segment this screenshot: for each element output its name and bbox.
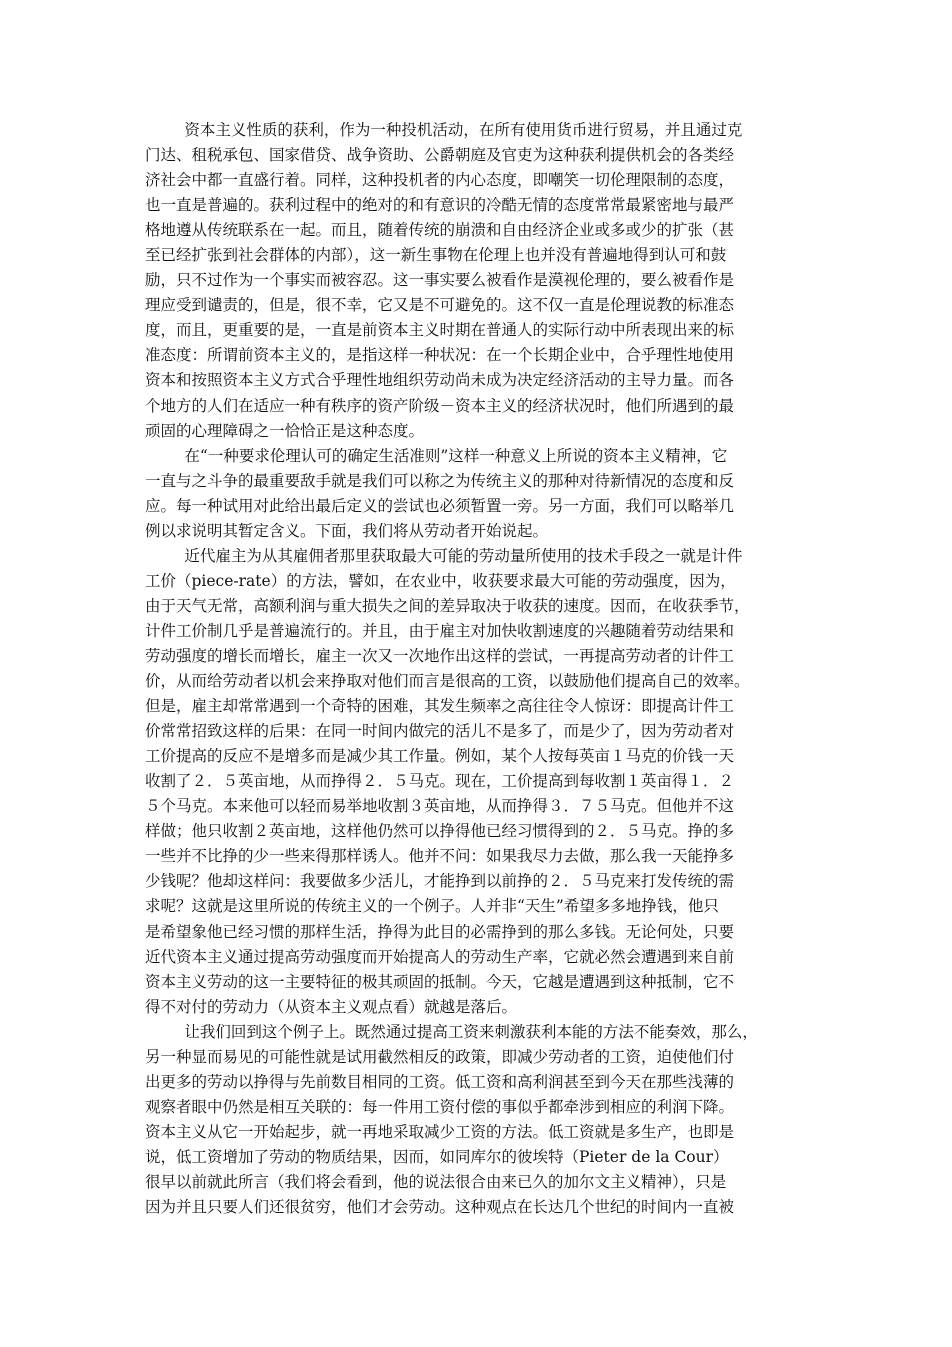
text-line: 价，从而给劳动者以机会来挣取对他们而言是很高的工资，以鼓励他们提高自己的效率。 bbox=[145, 672, 750, 691]
text-line: 样做；他只收割２英亩地，这样他仍然可以挣得他已经习惯得到的２．５马克。挣的多 bbox=[145, 822, 735, 841]
text-line: 资本主义劳动的这一主要特征的极其顽固的抵制。今天，它越是遭遇到这种抵制，它不 bbox=[145, 972, 735, 991]
text-line: 计件工价制几乎是普遍流行的。并且，由于雇主对加快收割速度的兴趣随着劳动结果和 bbox=[145, 621, 735, 640]
text-line: 让我们回到这个例子上。既然通过提高工资来刺激获利本能的方法不能奏效，那么， bbox=[145, 1022, 758, 1041]
text-line: 资本主义从它一开始起步，就一再地采取减少工资的方法。低工资就是多生产，也即是 bbox=[145, 1122, 735, 1141]
text-line: 例以求说明其暂定含义。下面，我们将从劳动者开始说起。 bbox=[145, 521, 549, 540]
text-line: 观察者眼中仍然是相互关联的：每一件用工资付偿的事似乎都牵涉到相应的利润下降。 bbox=[145, 1097, 735, 1116]
text-line: 是希望象他已经习惯的那样生活，挣得为此目的必需挣到的那么多钱。无论何处，只要 bbox=[145, 922, 735, 941]
text-line: ５个马克。本来他可以轻而易举地收割３英亩地，从而挣得３．７５马克。但他并不这 bbox=[145, 797, 735, 816]
text-line: 度，而且，更重要的是，一直是前资本主义时期在普通人的实际行动中所表现出来的标 bbox=[145, 321, 735, 340]
text-line: 近代资本主义通过提高劳动强度而开始提高人的劳动生产率，它就必然会遭遇到来自前 bbox=[145, 947, 735, 966]
text-line: 求呢？这就是这里所说的传统主义的一个例子。人并非“天生”希望多多地挣钱，他只 bbox=[145, 897, 719, 916]
text-line: 价常常招致这样的后果：在同一时间内做完的活儿不是多了，而是少了，因为劳动者对 bbox=[145, 722, 735, 741]
text-line: 说，低工资增加了劳动的物质结果，因而，如同库尔的彼埃特（Pieter de la Cour） bbox=[145, 1147, 729, 1166]
text-line: 资本和按照资本主义方式合乎理性地组织劳动尚未成为决定经济活动的主导力量。而各 bbox=[145, 371, 735, 390]
text-line: 在“一种要求伦理认可的确定生活准则”这样一种意义上所说的资本主义精神，它 bbox=[145, 446, 728, 465]
text-line: 门达、租税承包、国家借贷、战争资助、公爵朝庭及官吏为这种获利提供机会的各类经 bbox=[145, 146, 735, 165]
text-line: 也一直是普遍的。获利过程中的绝对的和有意识的冷酷无情的态度常常最紧密地与最严 bbox=[145, 196, 735, 215]
text-line: 一些并不比挣的少一些来得那样诱人。他并不问：如果我尽力去做，那么我一天能挣多 bbox=[145, 847, 735, 866]
text-line: 得不对付的劳动力（从资本主义观点看）就越是落后。 bbox=[145, 997, 518, 1016]
text-line: 但是，雇主却常常遇到一个奇特的困难，其发生频率之高往往令人惊讶：即提高计件工 bbox=[145, 697, 735, 716]
text-line: 理应受到谴责的，但是，很不幸，它又是不可避免的。这不仅一直是伦理说教的标准态 bbox=[145, 296, 735, 315]
document-page bbox=[145, 118, 785, 1220]
text-line: 少钱呢？他却这样问：我要做多少活儿，才能挣到以前挣的２．５马克来打发传统的需 bbox=[145, 872, 735, 891]
text-line: 出更多的劳动以挣得与先前数目相同的工资。低工资和高利润甚至到今天在那些浅薄的 bbox=[145, 1072, 735, 1091]
text-line: 因为并且只要人们还很贫穷，他们才会劳动。这种观点在长达几个世纪的时间内一直被 bbox=[145, 1198, 735, 1217]
text-line: 济社会中都一直盛行着。同样，这种投机者的内心态度，即嘲笑一切伦理限制的态度， bbox=[145, 171, 735, 190]
text-line: 工价提高的反应不是增多而是减少其工作量。例如，某个人按每英亩１马克的价钱一天 bbox=[145, 747, 735, 766]
text-line: 收割了２．５英亩地，从而挣得２．５马克。现在，工价提高到每收割１英亩得１．２ bbox=[145, 772, 735, 791]
text-line: 工价（piece-rate）的方法，譬如，在农业中，收获要求最大可能的劳动强度，因为， bbox=[145, 571, 736, 590]
text-line: 由于天气无常，高额利润与重大损失之间的差异取决于收获的速度。因而，在收获季节， bbox=[145, 596, 750, 615]
text-line: 顽固的心理障碍之一恰恰正是这种态度。 bbox=[145, 421, 425, 440]
text-line: 励，只不过作为一个事实而被容忍。这一事实要么被看作是漠视伦理的，要么被看作是 bbox=[145, 271, 735, 290]
text-line: 近代雇主为从其雇佣者那里获取最大可能的劳动量所使用的技术手段之一就是计件 bbox=[145, 546, 743, 565]
text-line: 资本主义性质的获利，作为一种投机活动，在所有使用货币进行贸易，并且通过克 bbox=[145, 121, 743, 139]
text-line: 至已经扩张到社会群体的内部），这一新生事物在伦理上也并没有普遍地得到认可和鼓 bbox=[145, 246, 727, 265]
text-line: 劳动强度的增长而增长，雇主一次又一次地作出这样的尝试，一再提高劳动者的计件工 bbox=[145, 646, 735, 665]
text-line: 应。每一种试用对此给出最后定义的尝试也必须暂置一旁。另一方面，我们可以略举几 bbox=[145, 496, 735, 515]
text-line: 个地方的人们在适应一种有秩序的资产阶级－资本主义的经济状况时，他们所遇到的最 bbox=[145, 396, 735, 415]
text-line: 一直与之斗争的最重要敌手就是我们可以称之为传统主义的那种对待新情况的态度和反 bbox=[145, 471, 735, 490]
text-line: 很早以前就此所言（我们将会看到，他的说法很合由来已久的加尔文主义精神），只是 bbox=[145, 1172, 727, 1191]
text-line: 格地遵从传统联系在一起。而且，随着传统的崩溃和自由经济企业或多或少的扩张（甚 bbox=[145, 221, 735, 240]
text-line: 准态度：所谓前资本主义的，是指这样一种状况：在一个长期企业中，合乎理性地使用 bbox=[145, 346, 735, 365]
text-line: 另一种显而易见的可能性就是试用截然相反的政策，即减少劳动者的工资，迫使他们付 bbox=[145, 1047, 735, 1066]
